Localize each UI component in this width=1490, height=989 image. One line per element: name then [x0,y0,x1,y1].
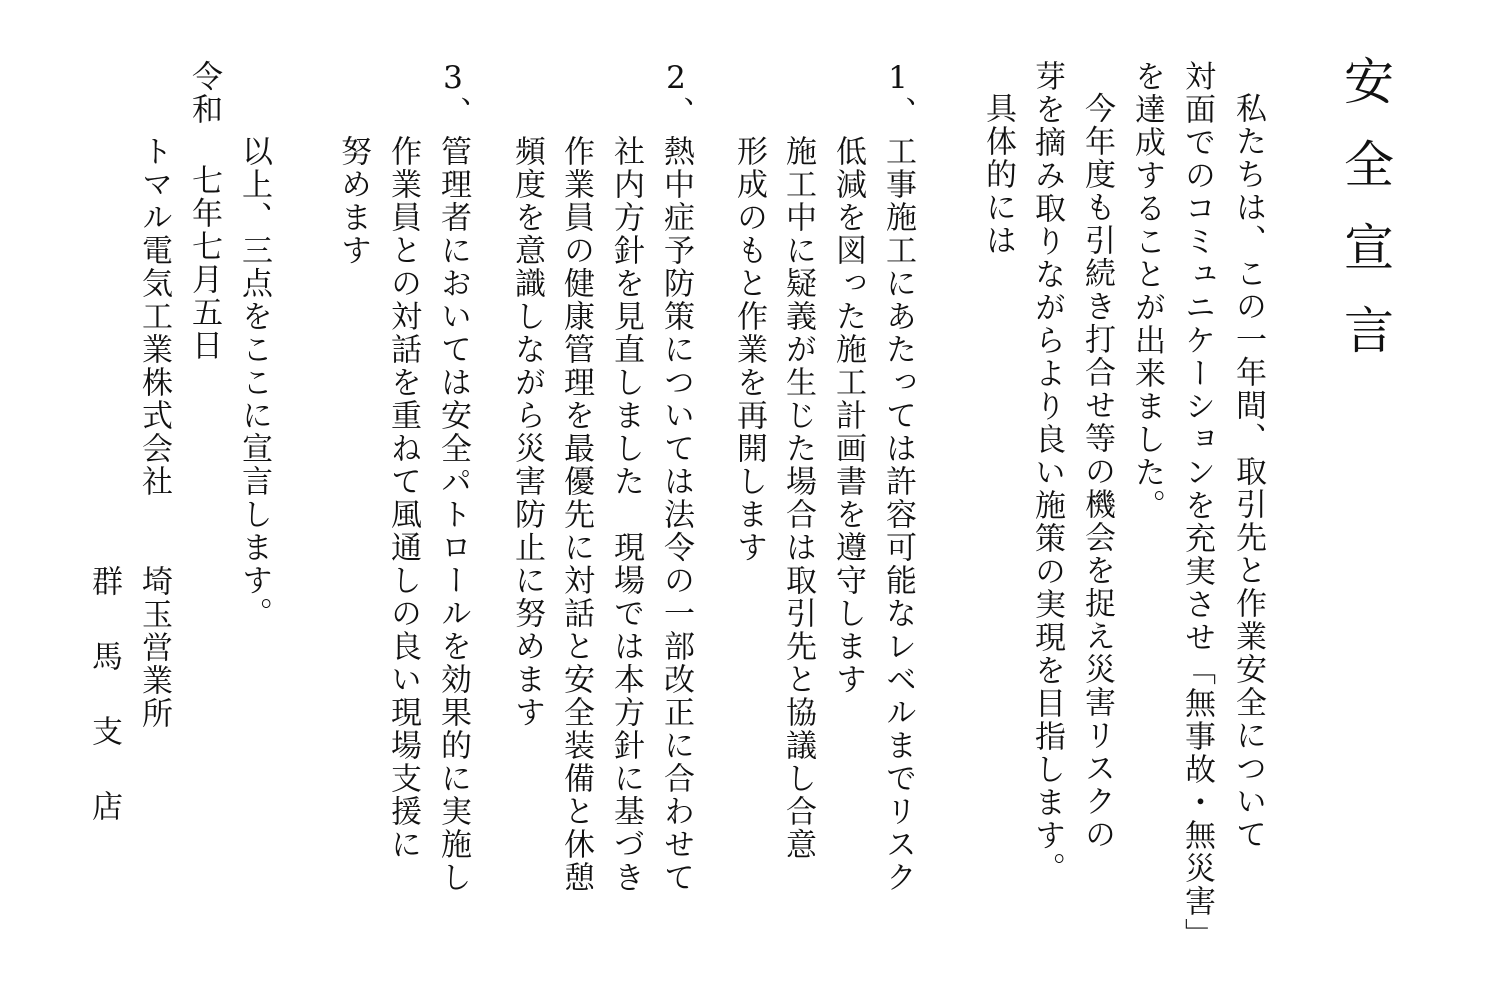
item-2-line-4: 頻度を意識しながら災害防止に努めます [509,135,545,729]
item-1-line-4: 形成のもと作業を再開します [731,135,767,564]
intro-line-5: 芽を摘み取りながらより良い施策の実現を目指します。 [1029,60,1065,885]
office-name: 埼玉営業所 [136,565,172,730]
intro-line-3: を達成することが出来ました。 [1129,60,1165,522]
item-1-line-1: 工事施工にあたっては許容可能なレベルまでリスク [880,135,916,894]
branch-name: 群 馬 支 店 [86,565,122,825]
item-2-number: 2、 [658,60,694,127]
declaration-date: 令和 七年七月五日 [186,60,222,362]
intro-line-4: 今年度も引続き打合せ等の機会を捉え災害リスクの [1079,92,1115,851]
intro-line-6: 具体的には [980,92,1016,257]
item-3-line-1: 管理者においては安全パトロールを効果的に実施し [435,135,471,894]
item-3-line-3: 努めます [335,135,371,267]
item-2-line-3: 作業員の健康管理を最優先に対話と安全装備と休憩 [558,135,594,894]
item-2-line-1: 熱中症予防策については法令の一部改正に合わせて [658,135,694,894]
item-1-line-2: 低減を図った施工計画書を遵守します [830,135,866,696]
item-1-line-3: 施工中に疑義が生じた場合は取引先と協議し合意 [780,135,816,861]
page-title: 安全宣言 [1336,55,1394,387]
item-2-line-2: 社内方針を見直しました 現場では本方針に基づき [608,135,644,894]
item-1-number: 1、 [880,60,916,127]
intro-line-1: 私たちは、この一年間、取引先と作業安全について [1230,92,1266,851]
intro-line-2: 対面でのコミュニケーションを充実させ「無事故・無災害」 [1179,60,1215,951]
item-3-line-2: 作業員との対話を重ねて風通しの良い現場支援に [385,135,421,861]
closing-statement: 以上、三点をここに宣言します。 [236,135,272,630]
item-3-number: 3、 [435,60,471,127]
company-name: トマル電気工業株式会社 [136,135,172,498]
